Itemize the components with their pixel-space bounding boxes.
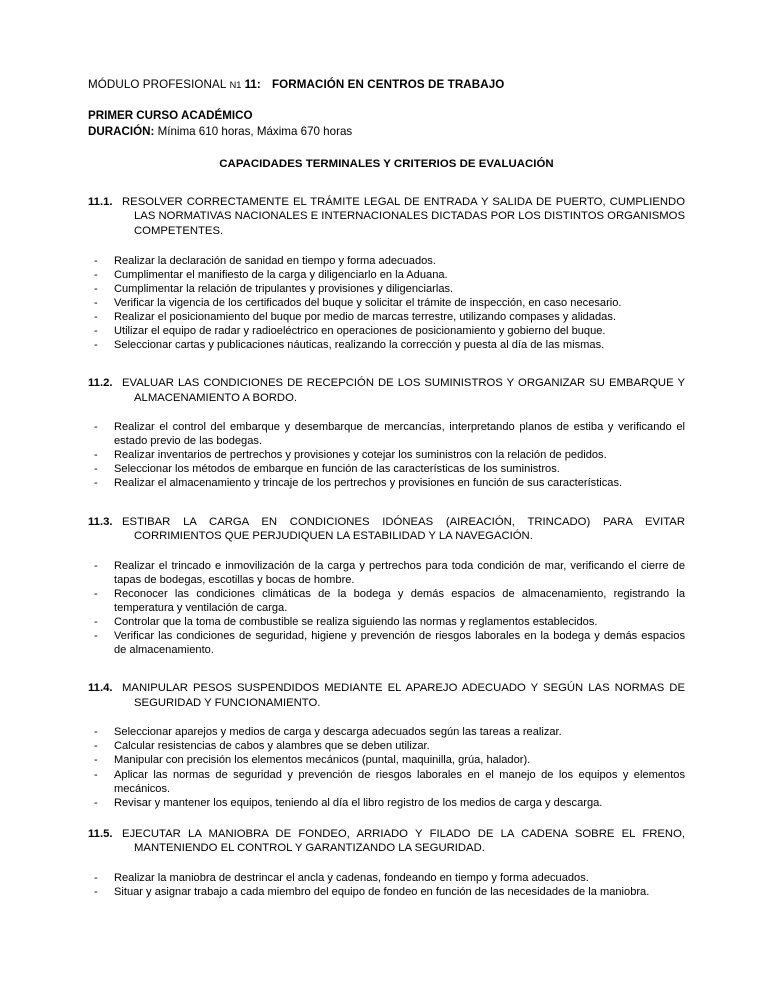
criterion-item: - Controlar que la toma de combustible se realiza siguiendo las normas y reglamentos establecidos. [91, 615, 685, 629]
capability-number: 11.2. [88, 377, 113, 389]
capability-heading [88, 376, 685, 405]
module-heading [88, 78, 685, 92]
capability-title: EJECUTAR LA MANIOBRA DE FONDEO, ARRIADO Y FILADO DE LA CADENA SOBRE EL FRENO, MANTENIENDO EL CONTROL Y GARANTIZANDO LA SEGURIDAD. [122, 827, 685, 855]
module-number: 11 [244, 78, 257, 91]
capability-title: ESTIBAR LA CARGA EN CONDICIONES IDÓNEAS (AIREACIÓN, TRINCADO) PARA EVITAR CORRIMIENTOS QUE PERJUDIQUEN LA ESTABILIDAD Y LA NAVEGACIÓN. [122, 515, 685, 543]
capability-section-11-5 [88, 827, 685, 899]
criterion-item: - Realizar el almacenamiento y trincaje de los pertrechos y provisiones en función de sus características. [91, 476, 685, 490]
duration-value: Mínima 610 horas, Máxima 670 horas [157, 124, 353, 138]
capability-number: 11.5. [88, 827, 113, 840]
criterion-item: - Utilizar el equipo de radar y radioeléctrico en operaciones de posicionamiento y gobierno del buque. [91, 324, 685, 338]
capability-heading [88, 827, 685, 856]
capability-section-11-1 [88, 195, 685, 352]
capability-number: 11.4. [88, 682, 113, 695]
criterion-item: - Realizar inventarios de pertrechos y provisiones y cotejar los suministros con la relación de pedidos. [91, 448, 685, 462]
capability-number: 11.3. [88, 515, 113, 528]
capability-section-11-3 [88, 515, 685, 658]
capability-heading [88, 195, 685, 239]
criteria-list [88, 254, 685, 352]
page-title: CAPACIDADES TERMINALES Y CRITERIOS DE EVALUACIÓN [219, 157, 554, 170]
criterion-item: - Revisar y mantener los equipos, teniendo al día el libro registro de los medios de carga y descarga. [91, 796, 685, 810]
criterion-item: - Realizar el posicionamiento del buque por medio de marcas terrestre, utilizando compases y alidadas. [91, 310, 685, 324]
module-colon: : [256, 78, 261, 91]
course-label: PRIMER CURSO ACADÉMICO [88, 109, 253, 123]
criterion-item: - Realizar el control del embarque y desembarque de mercancías, interpretando planos de estiba y verificando el estado previo de las bodegas. [91, 420, 685, 448]
criterion-item: - Seleccionar aparejos y medios de carga y descarga adecuados según las tareas a realizar. [91, 725, 685, 739]
document-body [88, 78, 685, 899]
capability-heading [88, 515, 685, 544]
criterion-item: - Realizar la maniobra de destrincar el ancla y cadenas, fondeando en tiempo y forma adecuados. [91, 871, 685, 885]
criteria-list [88, 559, 685, 657]
capability-title: RESOLVER CORRECTAMENTE EL TRÁMITE LEGAL DE ENTRADA Y SALIDA DE PUERTO, CUMPLIENDO LAS NORMATIVAS NACIONALES E INTERNACIONALES DICTADAS POR LOS DISTINTOS ORGANISMOS COMPETENTES. [122, 195, 685, 238]
module-title: FORMACIÓN EN CENTROS DE TRABAJO [271, 78, 505, 91]
criterion-item: - Seleccionar cartas y publicaciones náuticas, realizando la corrección y puesta al día de las mismas. [91, 338, 685, 352]
duration-line [88, 125, 685, 139]
criterion-item: - Verificar las condiciones de seguridad, higiene y prevención de riesgos laborales en la bodega y demás espacios de almacenamiento. [91, 629, 685, 657]
criterion-item: - Realizar la declaración de sanidad en tiempo y forma adecuados. [91, 254, 685, 268]
capability-section-11-2 [88, 376, 685, 491]
module-label: MÓDULO PROFESIONAL [88, 78, 227, 91]
duration-label: DURACIÓN: [88, 124, 155, 138]
criterion-item: - Manipular con precisión los elementos mecánicos (puntal, maquinilla, grúa, halador). [91, 753, 685, 767]
capability-number: 11.1. [88, 195, 113, 208]
criterion-item: - Realizar el trincado e inmovilización de la carga y pertrechos para toda condición de mar, verificando el cierre de tapas de bodegas, escotillas y bocas de hombre. [91, 559, 685, 587]
criterion-item: - Cumplimentar la relación de tripulantes y provisiones y diligenciarlas. [91, 282, 685, 296]
criteria-list [88, 420, 685, 490]
criteria-list [88, 871, 685, 899]
module-number-mark: N1 [229, 80, 242, 90]
criterion-item: - Seleccionar los métodos de embarque en función de las características de los suministros. [91, 462, 685, 476]
criterion-item: - Verificar la vigencia de los certificados del buque y solicitar el trámite de inspección, en caso necesario. [91, 296, 685, 310]
capability-title: EVALUAR LAS CONDICIONES DE RECEPCIÓN DE LOS SUMINISTROS Y ORGANIZAR SU EMBARQUE Y ALMACENAMIENTO A BORDO. [122, 377, 685, 404]
criterion-item: - Aplicar las normas de seguridad y prevención de riesgos laborales en el manejo de los equipos y elementos mecánicos. [91, 768, 685, 796]
capability-section-11-4 [88, 681, 685, 810]
capability-title: MANIPULAR PESOS SUSPENDIDOS MEDIANTE EL APAREJO ADECUADO Y SEGÚN LAS NORMAS DE SEGURIDAD Y FUNCIONAMIENTO. [122, 682, 685, 709]
criterion-item: - Calcular resistencias de cabos y alambres que se deben utilizar. [91, 739, 685, 753]
criterion-item: - Reconocer las condiciones climáticas de la bodega y demás espacios de almacenamiento, registrando la temperatura y ventilación de carga. [91, 587, 685, 615]
criterion-item: - Cumplimentar el manifiesto de la carga y diligenciarlo en la Aduana. [91, 268, 685, 282]
capability-heading [88, 681, 685, 710]
criterion-item: - Situar y asignar trabajo a cada miembro del equipo de fondeo en función de las necesidades de la maniobra. [91, 885, 685, 899]
criteria-list [88, 725, 685, 809]
